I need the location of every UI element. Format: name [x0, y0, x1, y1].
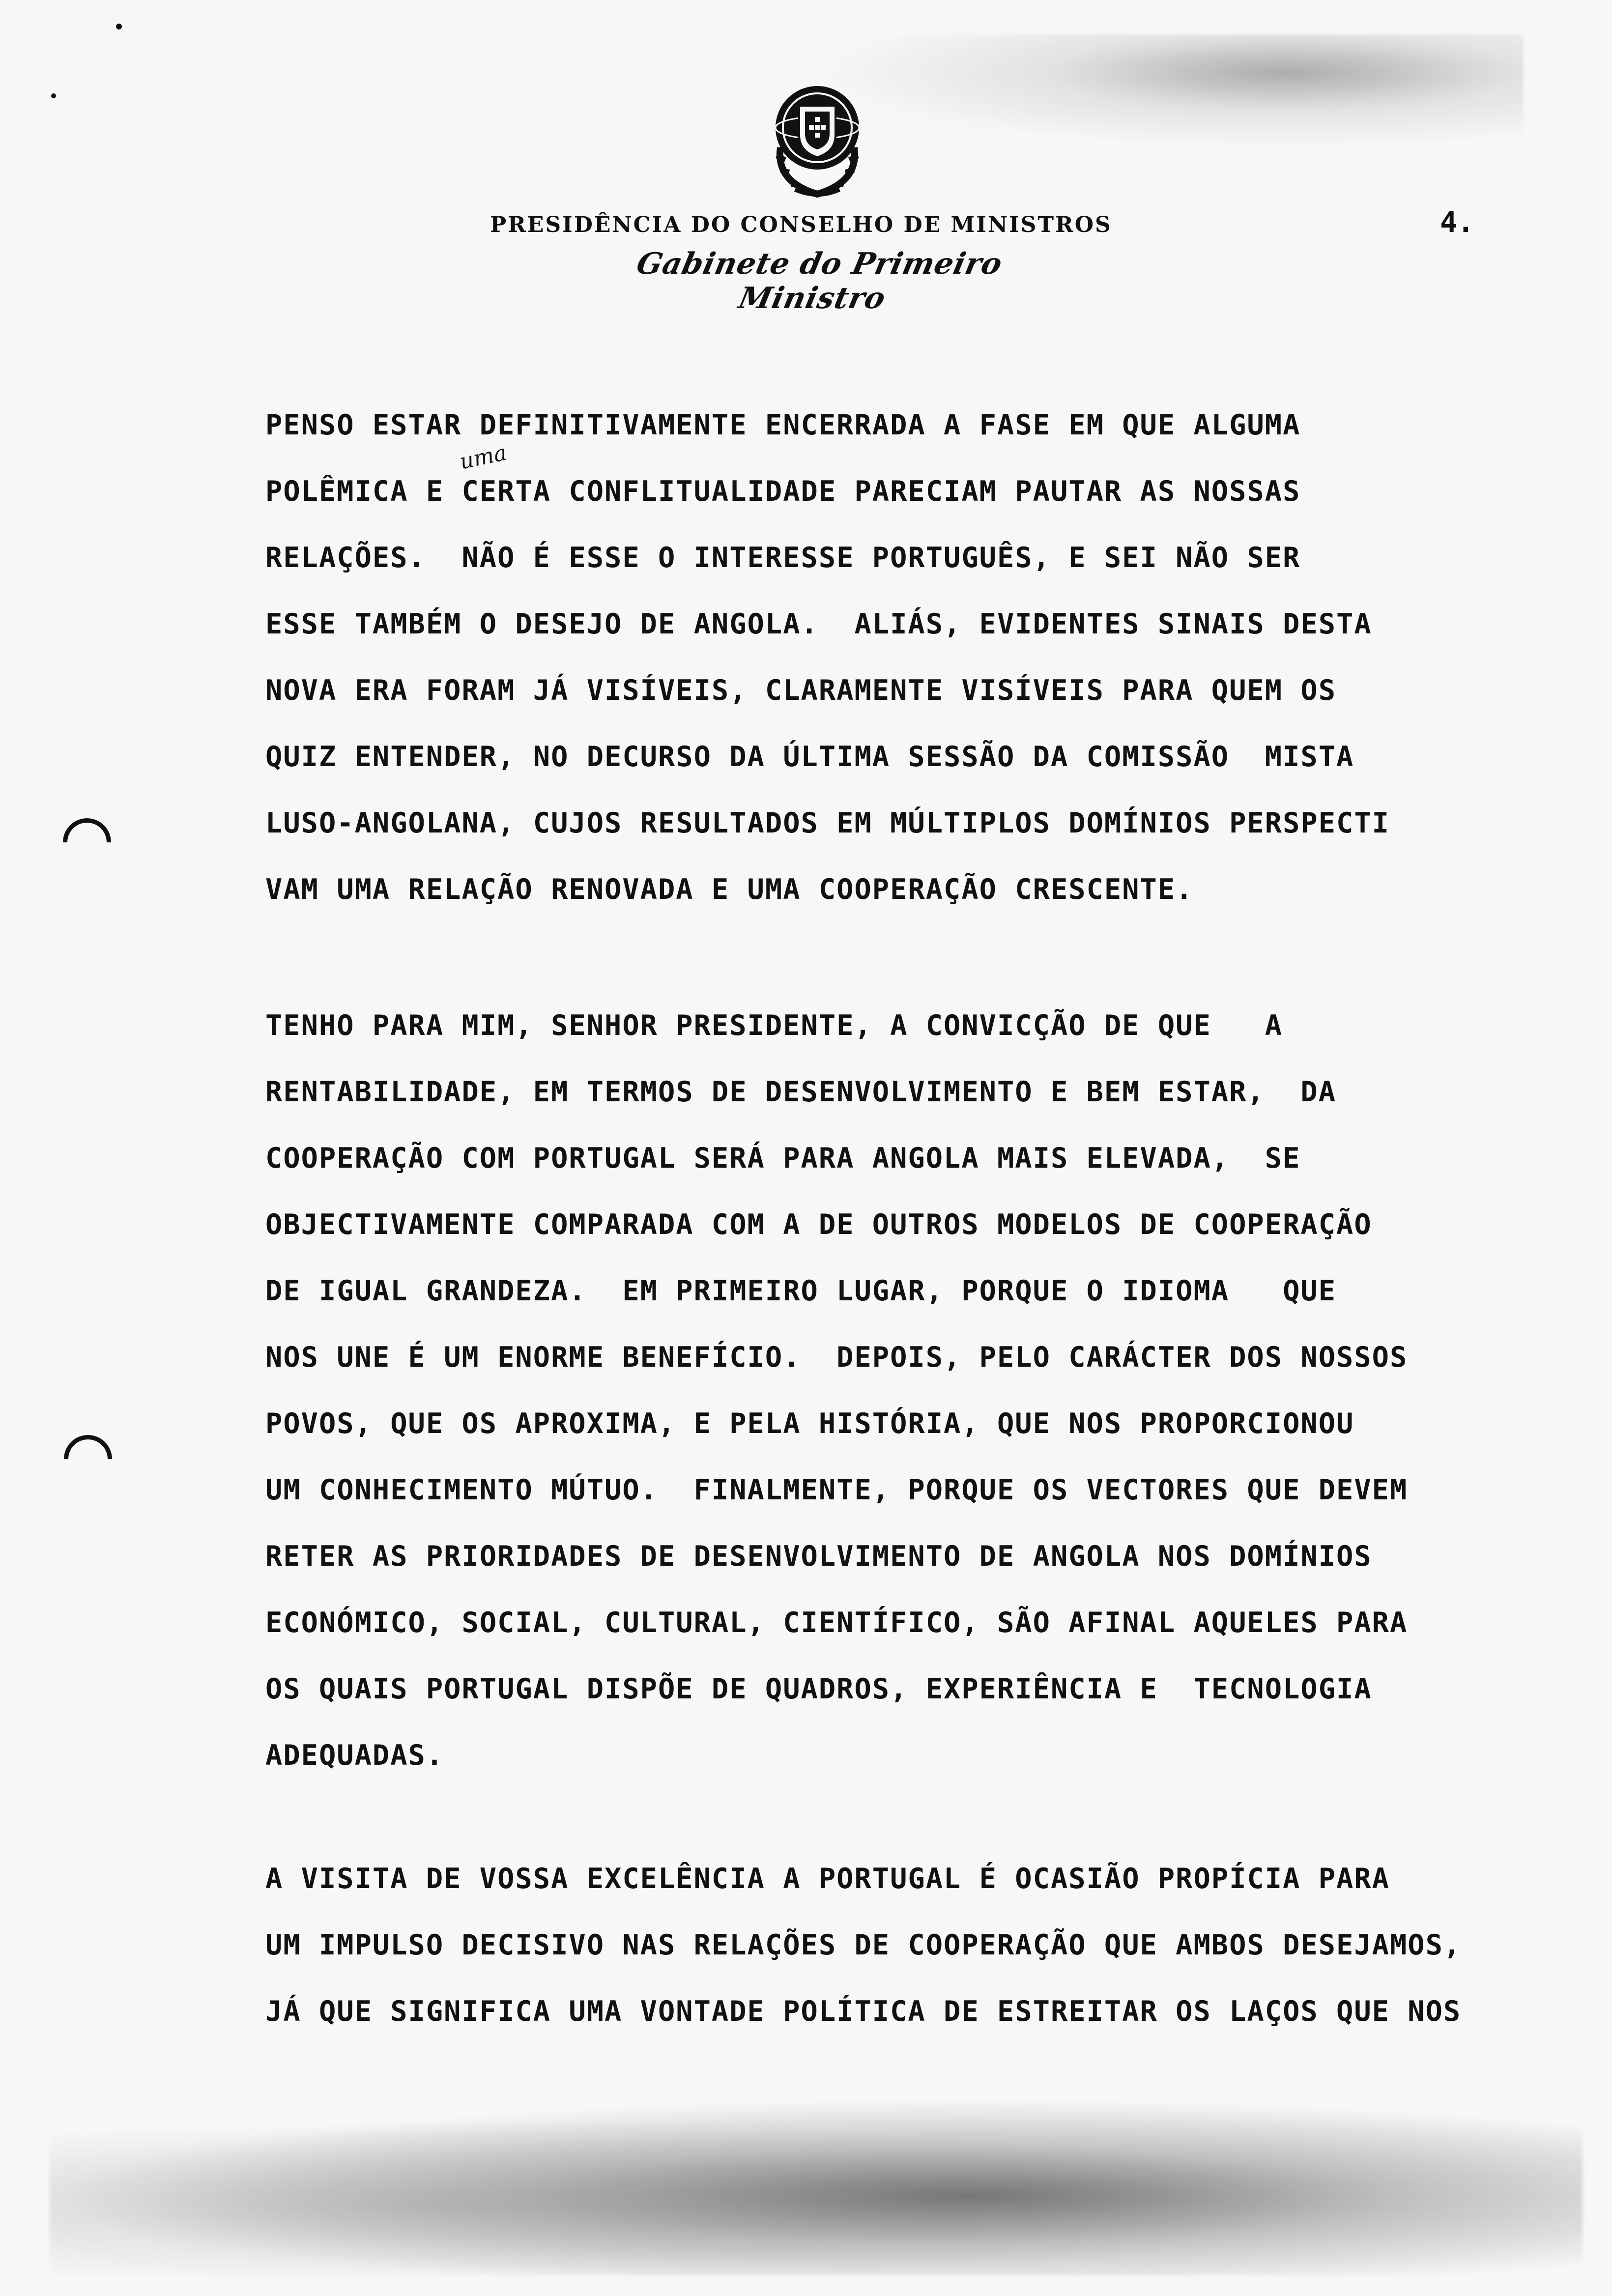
- text-line: TENHO PARA MIM, SENHOR PRESIDENTE, A CONVICÇÃO DE QUE A: [265, 1009, 1283, 1042]
- scan-noise-bottom: [49, 2098, 1583, 2275]
- scan-speck: [51, 93, 56, 98]
- text-line: JÁ QUE SIGNIFICA UMA VONTADE POLÍTICA DE ESTREITAR OS LAÇOS QUE NOS: [265, 1995, 1462, 2028]
- header-title: PRESIDÊNCIA DO CONSELHO DE MINISTROS: [490, 212, 1112, 237]
- text-line: RELAÇÕES. NÃO É ESSE O INTERESSE PORTUGUÊS, E SEI NÃO SER: [265, 542, 1301, 574]
- text-line: NOS UNE É UM ENORME BENEFÍCIO. DEPOIS, PELO CARÁCTER DOS NOSSOS: [265, 1341, 1408, 1374]
- portuguese-coat-of-arms-icon: [761, 74, 874, 201]
- text-line: VAM UMA RELAÇÃO RENOVADA E UMA COOPERAÇÃO CRESCENTE.: [265, 873, 1194, 906]
- hole-punch-mark: [53, 808, 121, 877]
- text-line: ESSE TAMBÉM O DESEJO DE ANGOLA. ALIÁS, EVIDENTES SINAIS DESTA: [265, 608, 1372, 640]
- text-line: DE IGUAL GRANDEZA. EM PRIMEIRO LUGAR, PORQUE O IDIOMA QUE: [265, 1275, 1337, 1307]
- text-line: OS QUAIS PORTUGAL DISPÕE DE QUADROS, EXPERIÊNCIA E TECNOLOGIA: [265, 1673, 1372, 1705]
- text-line: PENSO ESTAR DEFINITIVAMENTE ENCERRADA A FASE EM QUE ALGUMA: [265, 409, 1301, 441]
- text-line: UM CONHECIMENTO MÚTUO. FINALMENTE, PORQUE OS VECTORES QUE DEVEM: [265, 1474, 1408, 1506]
- text-line: POLÊMICA E CERTA CONFLITUALIDADE PARECIAM PAUTAR AS NOSSAS: [265, 475, 1301, 508]
- text-line: RETER AS PRIORIDADES DE DESENVOLVIMENTO DE ANGOLA NOS DOMÍNIOS: [265, 1540, 1372, 1573]
- scan-speck: [116, 24, 122, 29]
- page-number: 4.: [1440, 205, 1474, 239]
- text-line: ECONÓMICO, SOCIAL, CULTURAL, CIENTÍFICO, SÃO AFINAL AQUELES PARA: [265, 1607, 1408, 1639]
- paragraph-1: [265, 392, 1602, 923]
- paragraph-3: [265, 1846, 1602, 2045]
- text-line: POVOS, QUE OS APROXIMA, E PELA HISTÓRIA, QUE NOS PROPORCIONOU: [265, 1407, 1354, 1440]
- text-line: COOPERAÇÃO COM PORTUGAL SERÁ PARA ANGOLA MAIS ELEVADA, SE: [265, 1142, 1301, 1175]
- text-line: OBJECTIVAMENTE COMPARADA COM A DE OUTROS MODELOS DE COOPERAÇÃO: [265, 1208, 1372, 1241]
- text-line: LUSO-ANGOLANA, CUJOS RESULTADOS EM MÚLTIPLOS DOMÍNIOS PERSPECTI: [265, 807, 1390, 839]
- text-line: ADEQUADAS.: [265, 1739, 444, 1772]
- text-line: UM IMPULSO DECISIVO NAS RELAÇÕES DE COOPERAÇÃO QUE AMBOS DESEJAMOS,: [265, 1929, 1462, 1961]
- header-subtitle: Gabinete do Primeiro Ministro: [633, 247, 1006, 316]
- paragraph-2: [265, 993, 1602, 1789]
- handwritten-annotation: uma: [457, 440, 509, 475]
- text-line: NOVA ERA FORAM JÁ VISÍVEIS, CLARAMENTE VISÍVEIS PARA QUEM OS: [265, 674, 1337, 707]
- text-line: RENTABILIDADE, EM TERMOS DE DESENVOLVIMENTO E BEM ESTAR, DA: [265, 1076, 1337, 1108]
- text-line: A VISITA DE VOSSA EXCELÊNCIA A PORTUGAL É OCASIÃO PROPÍCIA PARA: [265, 1863, 1390, 1895]
- text-line: QUIZ ENTENDER, NO DECURSO DA ÚLTIMA SESSÃO DA COMISSÃO MISTA: [265, 741, 1354, 773]
- hole-punch-mark: [54, 1425, 122, 1493]
